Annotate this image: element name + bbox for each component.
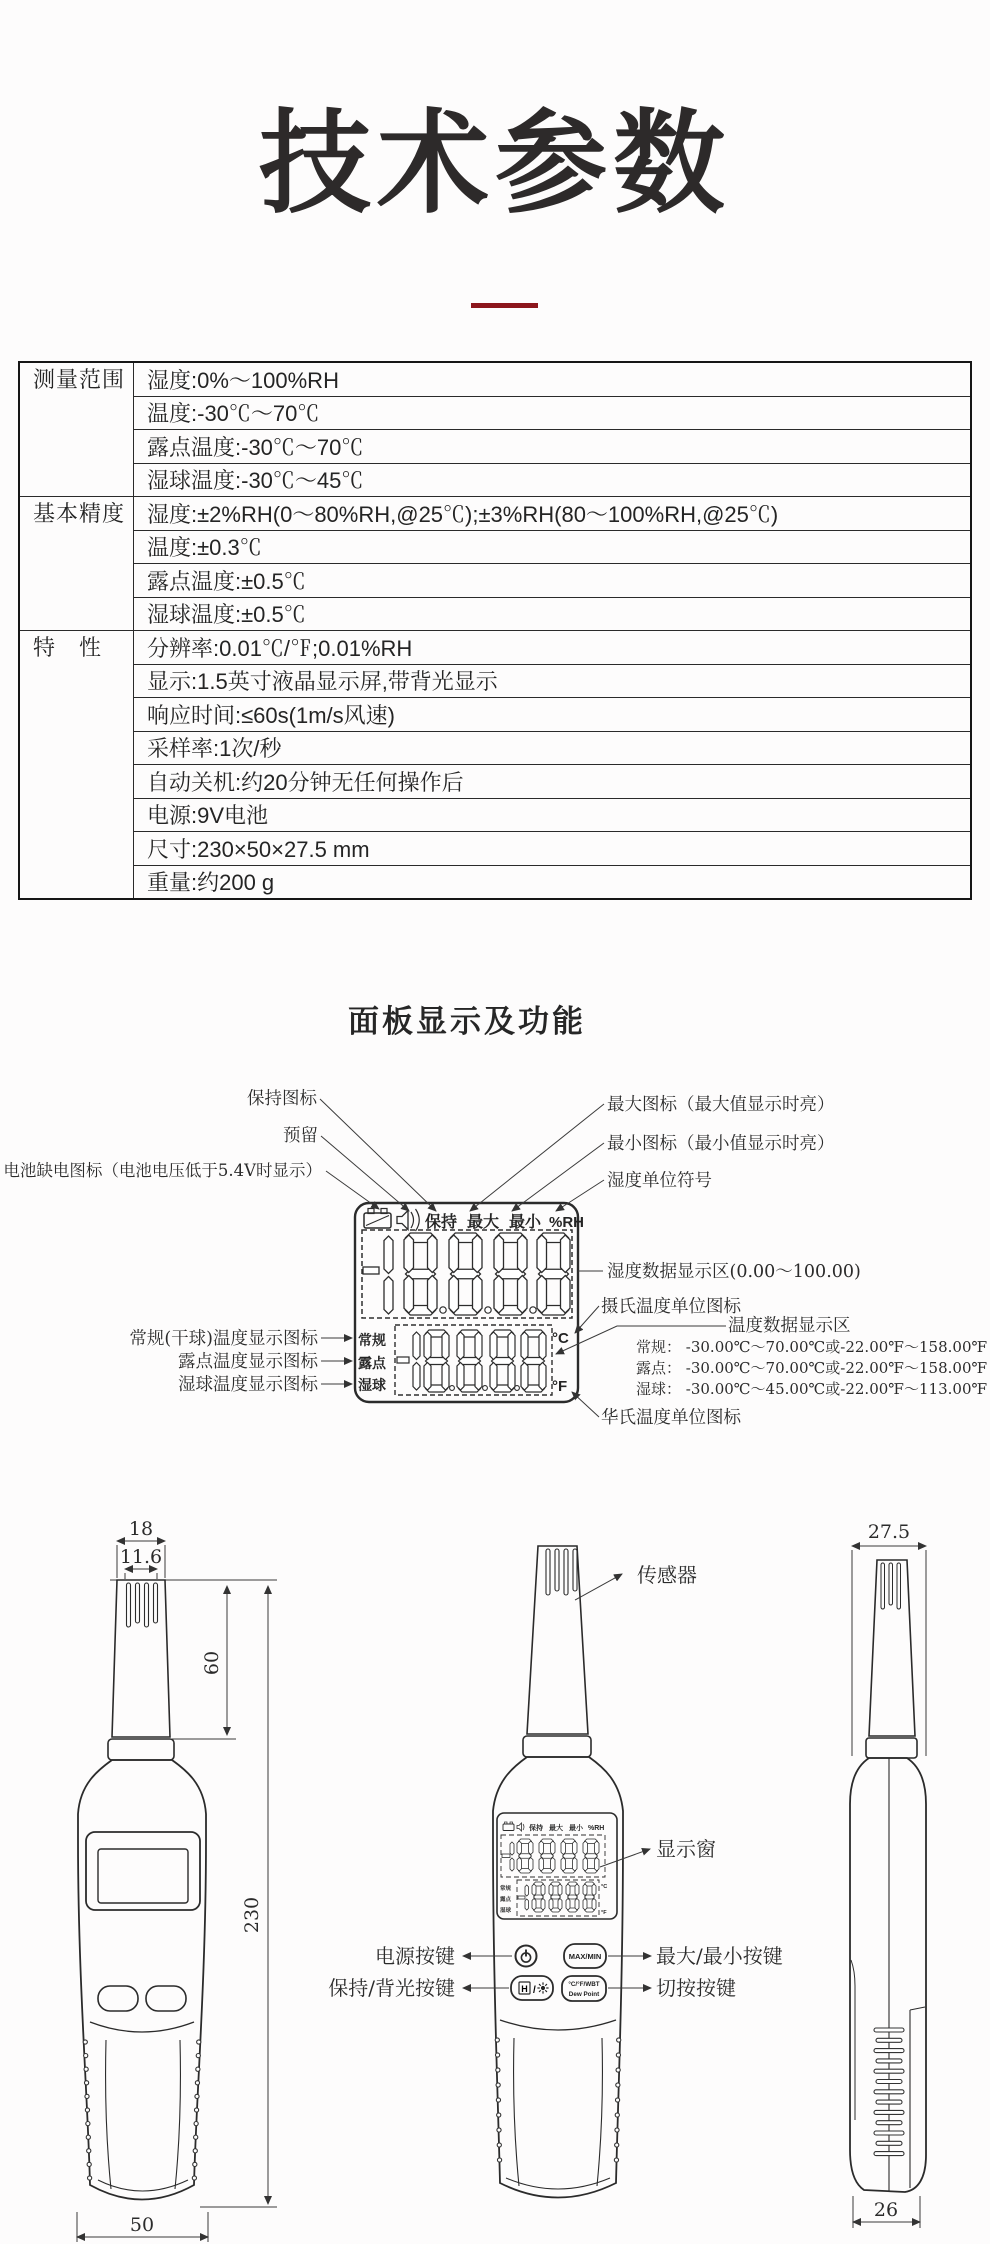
labeled-view-drawing <box>328 1546 783 2198</box>
mini-normal: 常规 <box>500 1886 512 1892</box>
callout-dew-icon: 露点温度显示图标 <box>178 1352 318 1372</box>
table-row <box>19 430 971 464</box>
temperature-digits <box>397 1330 546 1392</box>
page-title: 技术参数 <box>259 101 731 226</box>
spec-group-label: 基本精度 <box>19 497 134 631</box>
table-row <box>19 396 971 430</box>
table-row <box>19 664 971 698</box>
sun-icon <box>537 1982 548 1993</box>
spec-value: 分辨率:0.01℃/℉;0.01%RH <box>134 631 972 665</box>
range-normal: 常规： -30.00℃～70.00℃或-22.00℉～158.00℉ <box>636 1338 988 1356</box>
battery-low-icon <box>364 1209 391 1229</box>
lcd-hold-label: 保持 <box>425 1214 458 1231</box>
section-heading: 面板显示及功能 <box>348 1004 586 1039</box>
table-row <box>19 798 971 832</box>
table-row <box>19 463 971 497</box>
panel-and-drawings-diagram <box>0 1060 990 2244</box>
spec-table <box>18 361 972 900</box>
dim-26: 26 <box>873 2199 899 2221</box>
sensor-grille <box>546 1549 577 1595</box>
mini-min: 最小 <box>569 1825 583 1832</box>
callout-wet-icon: 湿球温度显示图标 <box>178 1375 318 1395</box>
dim-11-6: 11.6 <box>119 1546 163 1568</box>
spec-value: 显示:1.5英寸液晶显示屏,带背光显示 <box>134 664 972 698</box>
dim-18: 18 <box>128 1518 154 1540</box>
dim-27-5: 27.5 <box>867 1521 911 1543</box>
mini-temperature-digits <box>518 1882 596 1912</box>
temp-switch-line2: Dew Point <box>568 1991 600 1998</box>
spec-value: 响应时间:≤60s(1m/s风速) <box>134 698 972 732</box>
dim-60: 60 <box>201 1650 223 1676</box>
red-divider <box>471 303 538 308</box>
sensor-grille <box>127 1583 158 1627</box>
callout-temp-area: 温度数据显示区 <box>728 1316 851 1336</box>
humidity-digits <box>363 1233 570 1315</box>
power-button-icon <box>516 1946 537 1967</box>
callout-hold-icon: 保持图标 <box>247 1089 317 1109</box>
speaker-icon <box>397 1209 419 1231</box>
table-row <box>19 530 971 564</box>
maxmin-button-label: MAX/MIN <box>568 1952 602 1961</box>
lcd-normal-label: 常规 <box>358 1332 386 1348</box>
mini-rh: %RH <box>588 1825 605 1832</box>
mini-dew: 露点 <box>500 1897 512 1903</box>
table-row <box>19 832 971 866</box>
table-row <box>19 631 971 665</box>
mini-fahrenheit: °F <box>601 1910 607 1916</box>
callout-fahrenheit-icon: 华氏温度单位图标 <box>601 1408 741 1428</box>
mini-humidity-digits <box>502 1839 599 1873</box>
callout-display-window: 显示窗 <box>656 1837 716 1861</box>
callout-power-button: 电源按键 <box>375 1944 455 1968</box>
spec-value: 温度:±0.3℃ <box>134 530 972 564</box>
spec-value: 重量:约200 g <box>134 865 972 899</box>
range-dew: 露点： -30.00℃～70.00℃或-22.00℉～158.00℉ <box>636 1359 988 1377</box>
mini-celsius: °C <box>601 1884 608 1890</box>
maxmin-button <box>564 1944 606 1968</box>
table-row <box>19 497 971 531</box>
lcd-dew-label: 露点 <box>358 1355 386 1371</box>
lcd-min-label: 最小 <box>509 1214 542 1231</box>
callout-battery: 电池缺电图标（电池电压低于5.4V时显示） <box>3 1161 322 1180</box>
sensor-grille <box>881 1563 901 1609</box>
table-row <box>19 865 971 899</box>
spec-value: 露点温度:-30℃～70℃ <box>134 430 972 464</box>
spec-group-label: 测量范围 <box>19 362 134 497</box>
temp-switch-button <box>562 1976 606 2001</box>
hold-backlight-button <box>511 1976 553 2000</box>
spec-value: 湿度:±2%RH(0～80%RH,@25℃);±3%RH(80～100%RH,@25℃) <box>134 497 972 531</box>
callout-reserved: 预留 <box>283 1126 318 1146</box>
table-row <box>19 765 971 799</box>
callout-humidity-area: 湿度数据显示区(0.00～100.00) <box>607 1262 861 1282</box>
grip-ridges <box>83 2040 201 2180</box>
display-window <box>86 1832 200 1910</box>
front-button-left <box>98 1986 138 2011</box>
spec-value: 湿球温度:±0.5℃ <box>134 597 972 631</box>
callout-max-icon: 最大图标（最大值显示时亮） <box>607 1095 835 1115</box>
lcd-panel-diagram <box>3 1089 987 1428</box>
table-row <box>19 362 971 396</box>
spec-value: 自动关机:约20分钟无任何操作后 <box>134 765 972 799</box>
spec-group-label: 特 性 <box>19 631 134 900</box>
lcd-wet-label: 湿球 <box>358 1377 386 1393</box>
callout-switch-button: 切按按键 <box>656 1976 736 2000</box>
range-wet: 湿球： -30.00℃～45.00℃或-22.00℉～113.00℉ <box>636 1380 988 1398</box>
dim-230: 230 <box>241 1896 263 1934</box>
spec-value: 温度:-30℃～70℃ <box>134 396 972 430</box>
callout-celsius-icon: 摄氏温度单位图标 <box>601 1297 741 1317</box>
spec-value: 露点温度:±0.5℃ <box>134 564 972 598</box>
battery-low-icon <box>503 1822 514 1831</box>
front-button-right <box>146 1986 186 2011</box>
table-row <box>19 731 971 765</box>
callout-min-icon: 最小图标（最小值显示时亮） <box>607 1134 835 1154</box>
callout-normal-icon: 常规(干球)温度显示图标 <box>129 1329 318 1349</box>
spec-value: 电源:9V电池 <box>134 798 972 832</box>
lcd-rh-label: %RH <box>549 1214 585 1231</box>
table-row <box>19 564 971 598</box>
spec-value: 尺寸:230×50×27.5 mm <box>134 832 972 866</box>
svg-text:/: / <box>533 1985 536 1996</box>
lcd-max-label: 最大 <box>467 1214 500 1231</box>
spec-value: 采样率:1次/秒 <box>134 731 972 765</box>
callout-hold-backlight-button: 保持/背光按键 <box>328 1976 455 2000</box>
lcd-celsius-label: °C <box>552 1330 569 1347</box>
table-row <box>19 597 971 631</box>
front-view-drawing <box>77 1518 277 2242</box>
mini-max: 最大 <box>549 1825 563 1832</box>
callout-max-min-button: 最大/最小按键 <box>656 1944 783 1968</box>
callout-rh-unit: 湿度单位符号 <box>607 1171 712 1191</box>
spec-value: 湿度:0%～100%RH <box>134 362 972 396</box>
mini-hold: 保持 <box>529 1825 543 1832</box>
mini-lcd <box>497 1813 617 1919</box>
table-row <box>19 698 971 732</box>
speaker-icon <box>517 1823 524 1831</box>
spec-value: 湿球温度:-30℃～45℃ <box>134 463 972 497</box>
dim-50: 50 <box>129 2214 155 2236</box>
callout-sensor: 传感器 <box>637 1563 697 1587</box>
side-view-drawing <box>850 1521 926 2228</box>
lcd-fahrenheit-label: °F <box>552 1378 568 1395</box>
temp-switch-line1: °C/°F/WBT <box>568 1981 600 1988</box>
hold-key-label: H <box>521 1984 528 1994</box>
mini-wet: 湿球 <box>500 1908 512 1914</box>
